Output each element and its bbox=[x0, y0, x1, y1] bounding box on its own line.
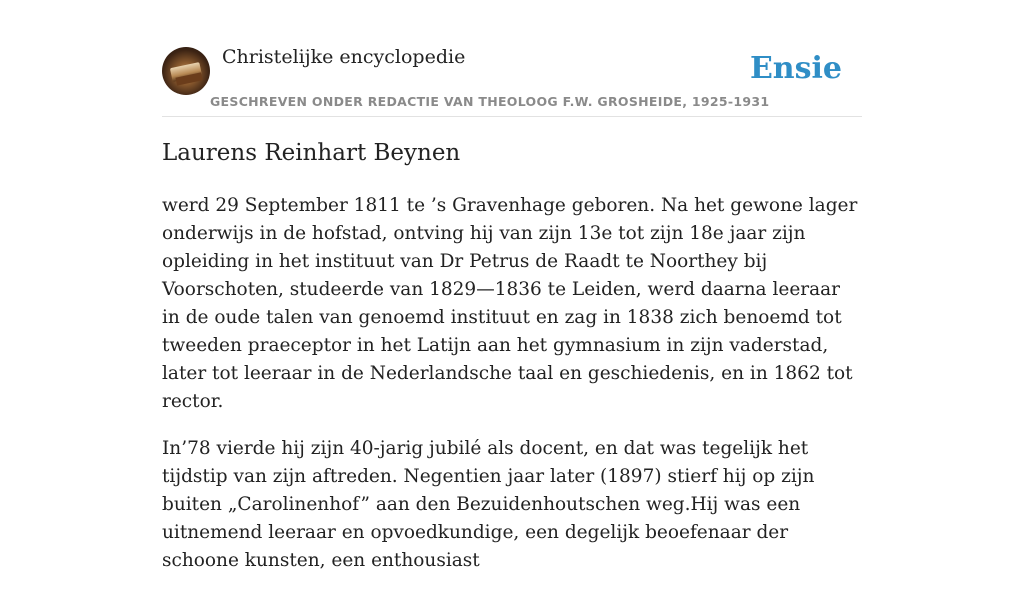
site-title[interactable]: Christelijke encyclopedie bbox=[222, 46, 466, 68]
article-paragraph-1: werd 29 September 1811 te ’s Gravenhage geboren. Na het gewone lager onderwijs in de hofstad, ontving hij van zijn 13e tot zijn 18e jaar zijn opleiding in het instituut van Dr Petrus de Raadt te Noorthey bij Voorschoten, studeerde van 1829—1836 te Leiden, werd daarna leeraar in de oude talen van genoemd instituut en zag in 1838 zich benoemd tot tweeden praeceptor in het Latijn aan het gymnasium in zijn vaderstad, later tot leeraar in de Nederlandsche taal en geschiedenis, en in 1862 tot rector. bbox=[162, 195, 858, 412]
site-avatar[interactable] bbox=[162, 47, 210, 95]
site-subtitle: GESCHREVEN ONDER REDACTIE VAN THEOLOOG F.W. GROSHEIDE, 1925-1931 bbox=[210, 94, 770, 109]
site-header bbox=[162, 46, 862, 117]
ensie-logo[interactable]: Ensie bbox=[749, 51, 842, 86]
article-body bbox=[162, 192, 862, 594]
article-paragraph-2: In’78 vierde hij zijn 40-jarig jubilé als docent, en dat was tegelijk het tijdstip van zijn aftreden. Negentien jaar later (1897) stierf hij op zijn buiten „Carolinenhof” aan den Bezuidenhoutschen weg.Hij was een uitnemend leeraar en opvoedkundige, een degelijk beoefenaar der schoone kunsten, een enthousiast bbox=[162, 438, 815, 571]
article-title: Laurens Reinhart Beynen bbox=[162, 140, 461, 166]
